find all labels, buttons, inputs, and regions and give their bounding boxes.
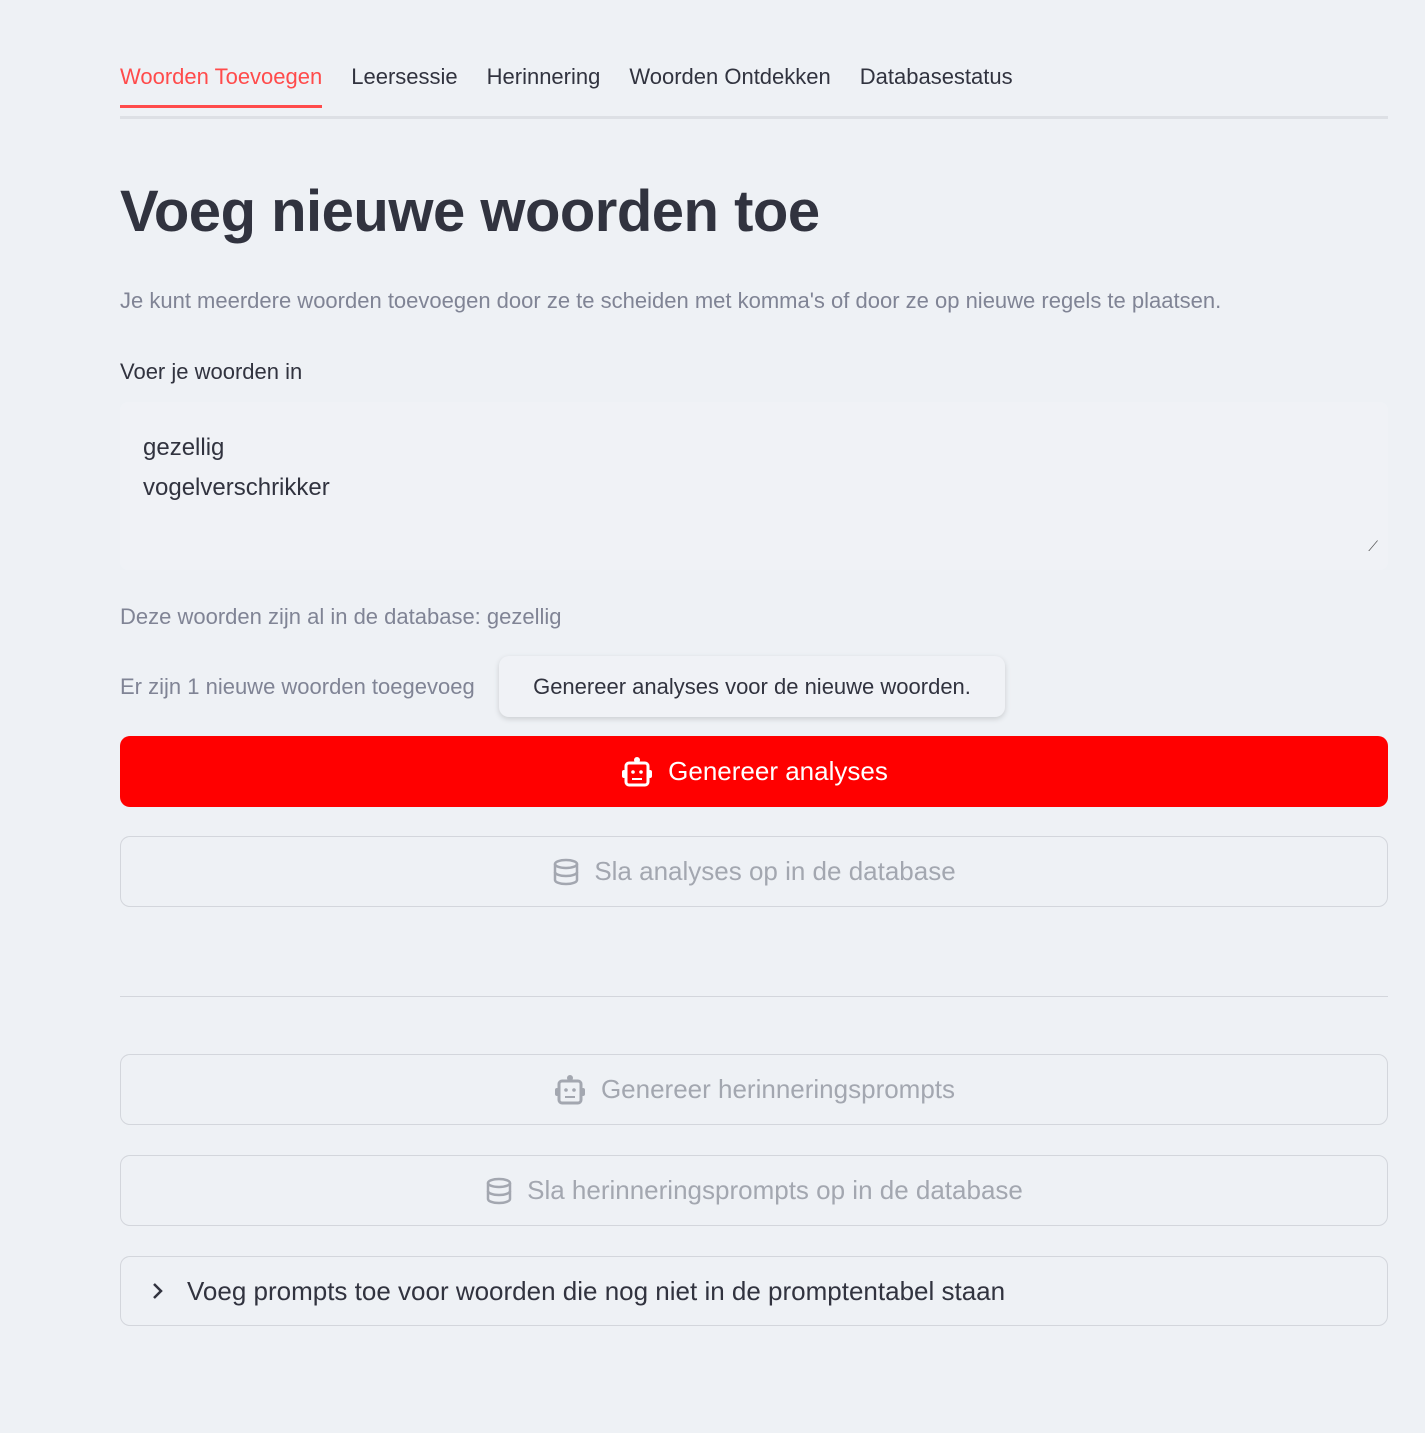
words-textarea-value: gezellig vogelverschrikker bbox=[143, 434, 330, 501]
tab-databasestatus[interactable]: Databasestatus bbox=[859, 64, 1013, 89]
generate-prompts-label: Genereer herinneringsprompts bbox=[600, 1074, 956, 1104]
tab-woorden-toevoegen[interactable]: Woorden Toevoegen bbox=[120, 56, 322, 108]
tab-herinnering[interactable]: Herinnering bbox=[486, 64, 601, 89]
tab-leersessie[interactable]: Leersessie bbox=[351, 64, 458, 89]
database-icon bbox=[552, 858, 580, 886]
expander-label: Voeg prompts toe voor woorden die nog niet in de promptentabel staan bbox=[187, 1275, 1006, 1306]
generate-analyses-label: Genereer analyses bbox=[668, 756, 888, 786]
save-analyses-button[interactable] bbox=[120, 836, 1388, 907]
resize-handle-icon[interactable]: ⟋ bbox=[1368, 538, 1378, 554]
generate-prompts-button[interactable] bbox=[120, 1054, 1388, 1125]
save-prompts-button[interactable] bbox=[120, 1155, 1388, 1226]
description: Je kunt meerdere woorden toevoegen door ze te scheiden met komma's of door ze op nieuwe regels te plaatsen. bbox=[120, 288, 1222, 313]
tab-woorden-ontdekken[interactable]: Woorden Ontdekken bbox=[629, 64, 831, 89]
added-words-message: Er zijn 1 nieuwe woorden toegevoeg bbox=[120, 674, 475, 699]
divider bbox=[120, 996, 1388, 997]
words-textarea[interactable] bbox=[120, 402, 1388, 570]
robot-icon bbox=[553, 1075, 587, 1105]
chevron-right-icon bbox=[151, 1282, 165, 1300]
save-analyses-label: Sla analyses op in de database bbox=[594, 856, 956, 886]
input-label: Voer je woorden in bbox=[120, 359, 303, 384]
tab-bar bbox=[120, 56, 1388, 119]
add-prompts-expander[interactable] bbox=[120, 1256, 1388, 1326]
robot-icon bbox=[620, 757, 654, 787]
page-title: Voeg nieuwe woorden toe bbox=[120, 179, 820, 244]
generate-analyses-button[interactable] bbox=[120, 736, 1388, 807]
tooltip: Genereer analyses voor de nieuwe woorden. bbox=[499, 656, 1005, 717]
database-icon bbox=[485, 1177, 513, 1205]
save-prompts-label: Sla herinneringsprompts op in de database bbox=[527, 1175, 1023, 1205]
existing-words-message: Deze woorden zijn al in de database: gezellig bbox=[120, 604, 562, 629]
